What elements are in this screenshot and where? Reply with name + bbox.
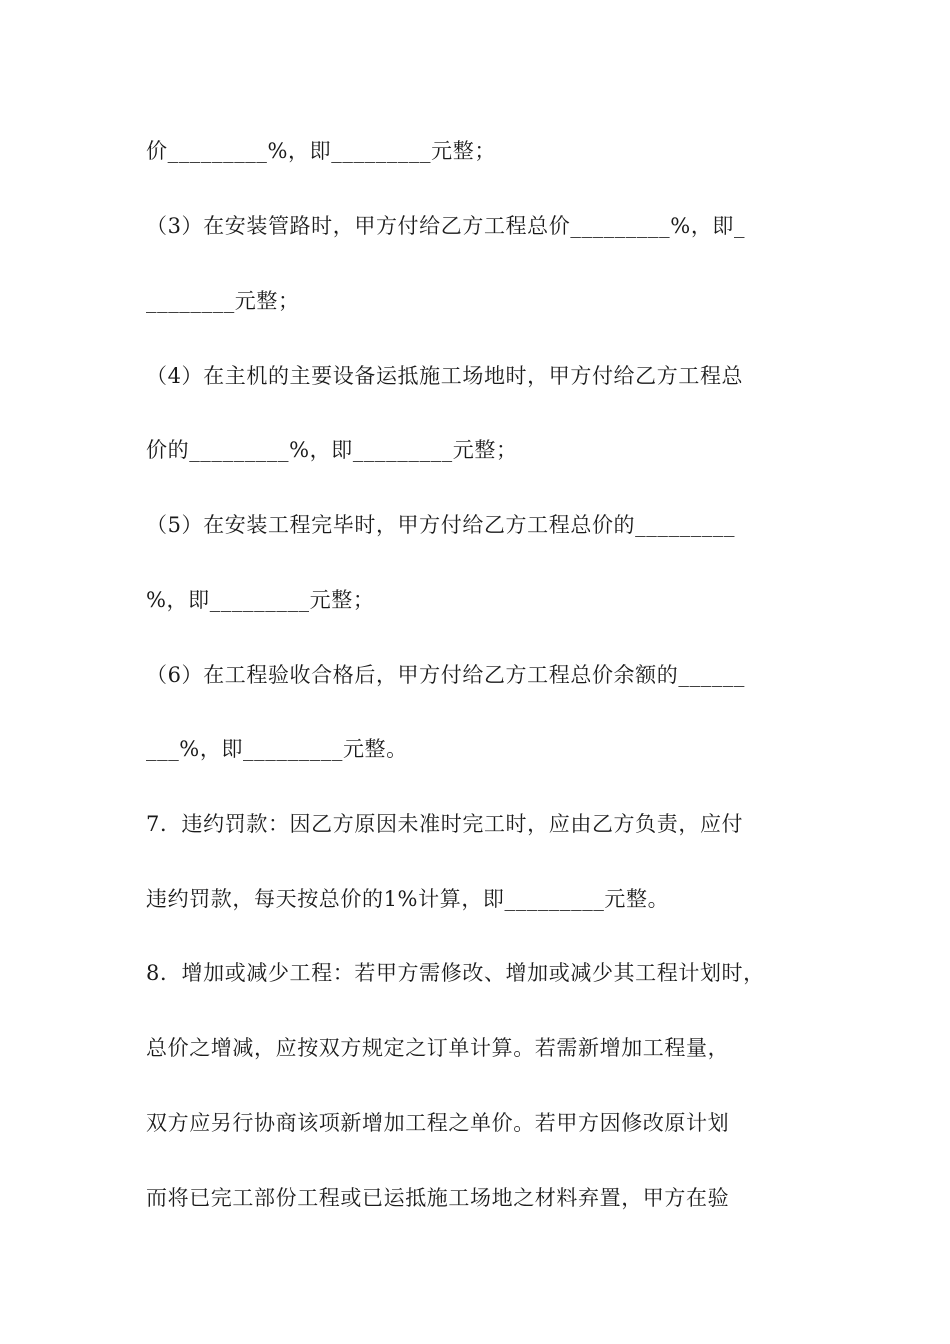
text-line: 8．增加或减少工程：若甲方需修改、增加或减少其工程计划时， (146, 961, 765, 985)
text-line: 双方应另行协商该项新增加工程之单价。若甲方因修改原计划 (146, 1111, 730, 1135)
text-line: （5）在安装工程完毕时，甲方付给乙方工程总价的_________ (146, 513, 736, 537)
text-line: 价的_________%，即_________元整； (146, 438, 518, 462)
text-line: 价_________%，即_________元整； (146, 139, 496, 163)
text-line: （3）在安装管路时，甲方付给乙方工程总价_________%，即_ (146, 214, 746, 238)
text-line: %，即_________元整； (146, 588, 375, 612)
text-line: （6）在工程验收合格后，甲方付给乙方工程总价余额的______ (146, 663, 745, 687)
text-line: ___%，即_________元整。 (146, 737, 408, 761)
text-line: 7．违约罚款：因乙方原因未准时完工时，应由乙方负责，应付 (146, 812, 744, 836)
text-line: 违约罚款，每天按总价的1%计算，即_________元整。 (146, 887, 670, 911)
text-line: （4）在主机的主要设备运抵施工场地时，甲方付给乙方工程总 (146, 364, 744, 388)
text-line: 而将已完工部份工程或已运抵施工场地之材料弃置，甲方在验 (146, 1186, 730, 1210)
text-line: 总价之增减，应按双方规定之订单计算。若需新增加工程量， (146, 1036, 730, 1060)
text-line: ________元整； (146, 289, 300, 313)
